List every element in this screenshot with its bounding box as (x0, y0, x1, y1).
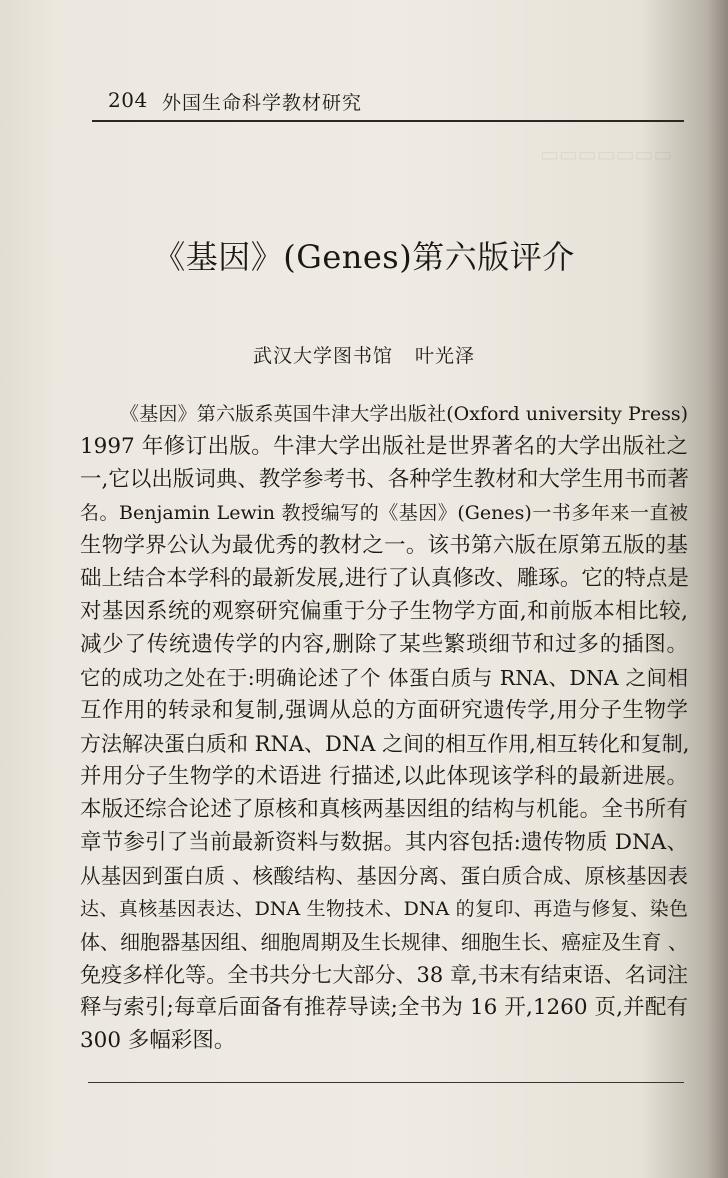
body-line: 名。Benjamin Lewin 教授编写的《基因》(Genes)一书多年来一直被 (80, 502, 688, 524)
body-line: 生物学界公认为最优秀的教材之一。该书第六版在原第五版的基 (80, 533, 688, 558)
header-rule (92, 120, 684, 122)
body-line: 并用分子生物学的术语进 行描述,以此体现该学科的最新进展。 (80, 764, 688, 789)
author-affiliation: 武汉大学图书馆 (252, 345, 393, 367)
byline (0, 341, 728, 368)
body-line: 方法解决蛋白质和 RNA、DNA 之间的相互作用,相互转化和复制, (80, 732, 690, 756)
bleed-through-shadow: ▭▭▭▭▭▭▭ (540, 142, 673, 166)
running-header (96, 88, 684, 116)
running-title: 外国生命科学教材研究 (162, 92, 363, 114)
body-line: 它的成功之处在于:明确论述了个 体蛋白质与 RNA、DNA 之间相 (80, 666, 688, 690)
page-number: 204 (108, 88, 148, 112)
body-line: 1997 年修订出版。牛津大学出版社是世界著名的大学出版社之 (80, 434, 688, 459)
author-name: 叶光泽 (415, 345, 476, 367)
body-line: 300 多幅彩图。 (80, 1028, 236, 1053)
footer-rule (88, 1082, 684, 1083)
body-line: 减少了传统遗传学的内容,删除了某些繁琐细节和过多的插图。 (80, 632, 688, 657)
body-line: 互作用的转录和复制,强调从总的方面研究遗传学,用分子生物学 (80, 698, 688, 723)
body-line: 一,它以出版词典、教学参考书、各种学生教材和大学生用书而著 (80, 467, 689, 492)
body-line: 本版还综合论述了原核和真核两基因组的结构与机能。全书所有 (80, 797, 688, 822)
body-line: 对基因系统的观察研究偏重于分子生物学方面,和前版本相比较, (80, 599, 688, 624)
article-title: 《基因》(Genes)第六版评介 (153, 238, 575, 276)
body-line: 释与索引;每章后面备有推荐导读;全书为 16 开,1260 页,并配有 (80, 995, 688, 1020)
body-line: 章节参引了当前最新资料与数据。其内容包括:遗传物质 DNA、 (80, 830, 688, 855)
body-line: 《基因》第六版系英国牛津大学出版社(Oxford university Press) (120, 403, 688, 425)
body-line: 从基因到蛋白质 、核酸结构、基因分离、蛋白质合成、原核基因表 (80, 864, 688, 888)
body-line: 免疫多样化等。全书共分七大部分、38 章,书末有结束语、名词注 (80, 963, 688, 987)
body-line: 达、真核基因表达、DNA 生物技术、DNA 的复印、再造与修复、染色 (80, 898, 688, 920)
body-line: 体、细胞器基因组、细胞周期及生长规律、细胞生长、癌症及生育 、 (80, 930, 688, 954)
body-line: 础上结合本学科的最新发展,进行了认真修改、雕琢。它的特点是 (80, 566, 689, 591)
